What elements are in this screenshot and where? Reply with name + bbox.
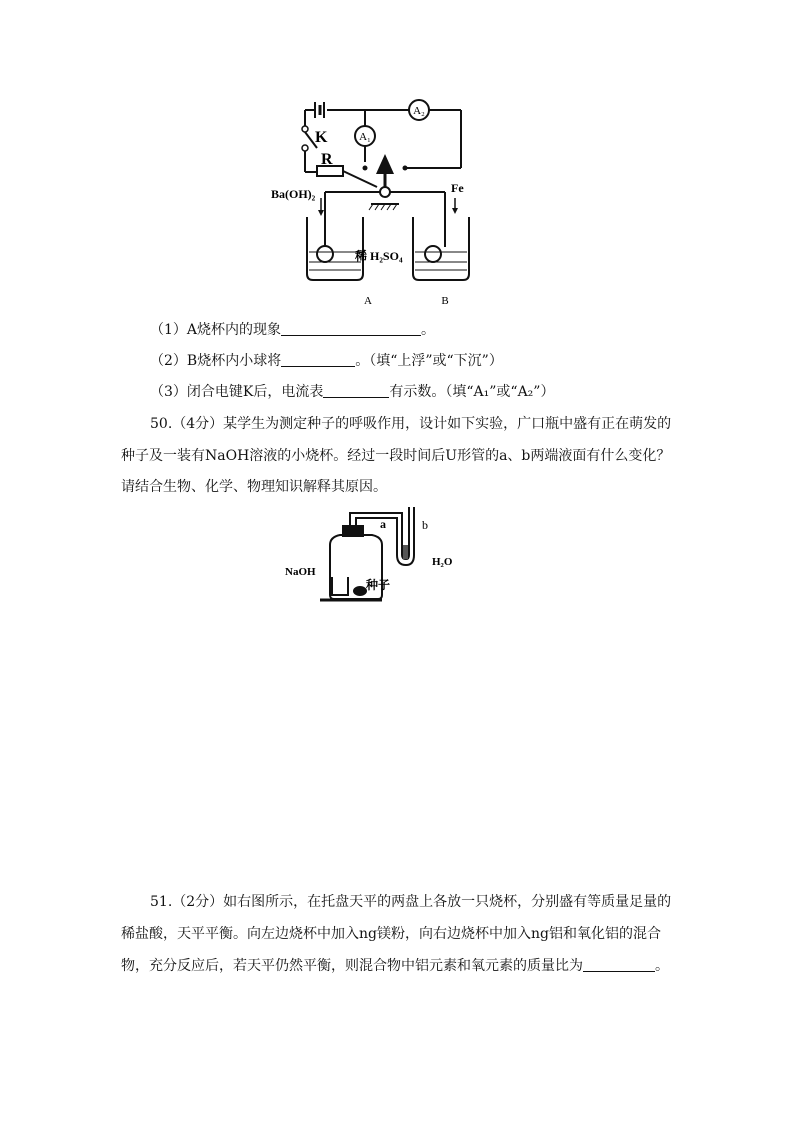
resistor-r-label: R bbox=[321, 151, 333, 168]
q49-part1-blank[interactable] bbox=[281, 321, 421, 336]
beaker-a-label: A bbox=[364, 295, 372, 307]
q49-part1-text: （1）A烧杯内的现象 bbox=[150, 322, 282, 338]
naoh-label: NaOH bbox=[285, 566, 316, 578]
q50-line1: 50.（4分）某学生为测定种子的呼吸作用，设计如下实验，广口瓶中盛有正在萌发的 bbox=[150, 416, 672, 432]
beaker-b-label: B bbox=[441, 295, 449, 307]
q51-line3 bbox=[121, 956, 669, 976]
h2o-label: H₂O bbox=[432, 556, 453, 568]
q51-line3-text: 物，充分反应后，若天平仍然平衡，则混合物中铝元素和氧元素的质量比为 bbox=[121, 958, 583, 974]
q49-part1 bbox=[150, 320, 435, 340]
q49-part1-end: 。 bbox=[421, 322, 436, 338]
q51-blank[interactable] bbox=[583, 957, 655, 972]
q49-part2-text: （2）B烧杯内小球将 bbox=[150, 353, 282, 369]
q49-part3-end: 有示数。（填“A₁”或“A₂”） bbox=[389, 384, 555, 400]
baoh2-label: Ba(OH)₂ bbox=[271, 187, 316, 201]
q49-part2 bbox=[150, 351, 503, 371]
q51-line3-end: 。 bbox=[655, 958, 669, 974]
acid-label: 稀 H₂SO₄ bbox=[355, 249, 403, 263]
switch-k-label: K bbox=[315, 129, 328, 146]
q49-part3-blank[interactable] bbox=[323, 383, 389, 398]
q49-part2-blank[interactable] bbox=[281, 352, 355, 367]
seeds-label: 种子 bbox=[366, 578, 391, 592]
q49-part3-text: （3）闭合电键K后，电流表 bbox=[150, 384, 324, 400]
q50-line2: 种子及一装有NaOH溶液的小烧杯。经过一段时间后U形管的a、b两端液面有什么变化？ bbox=[121, 448, 671, 464]
tube-b-label: b bbox=[422, 518, 428, 532]
q50-line3: 请结合生物、化学、物理知识解释其原因。 bbox=[121, 479, 387, 495]
tube-a-label: a bbox=[380, 517, 386, 531]
ammeter-a1-label: A₁ bbox=[359, 131, 371, 143]
q49-part3 bbox=[150, 382, 554, 402]
fe-label: Fe bbox=[451, 181, 464, 195]
bottle-u-tube-diagram bbox=[282, 505, 472, 605]
q49-part2-end: 。（填“上浮”或“下沉”） bbox=[355, 353, 503, 369]
ammeter-a2-label: A₂ bbox=[413, 105, 425, 117]
q51-line2: 稀盐酸，天平平衡。向左边烧杯中加入ng镁粉，向右边烧杯中加入ng铝和氧化铝的混合 bbox=[121, 926, 661, 942]
q51-line1: 51.（2分）如右图所示，在托盘天平的两盘上各放一只烧杯，分别盛有等质量足量的 bbox=[150, 894, 672, 910]
circuit-diagram bbox=[265, 92, 475, 314]
